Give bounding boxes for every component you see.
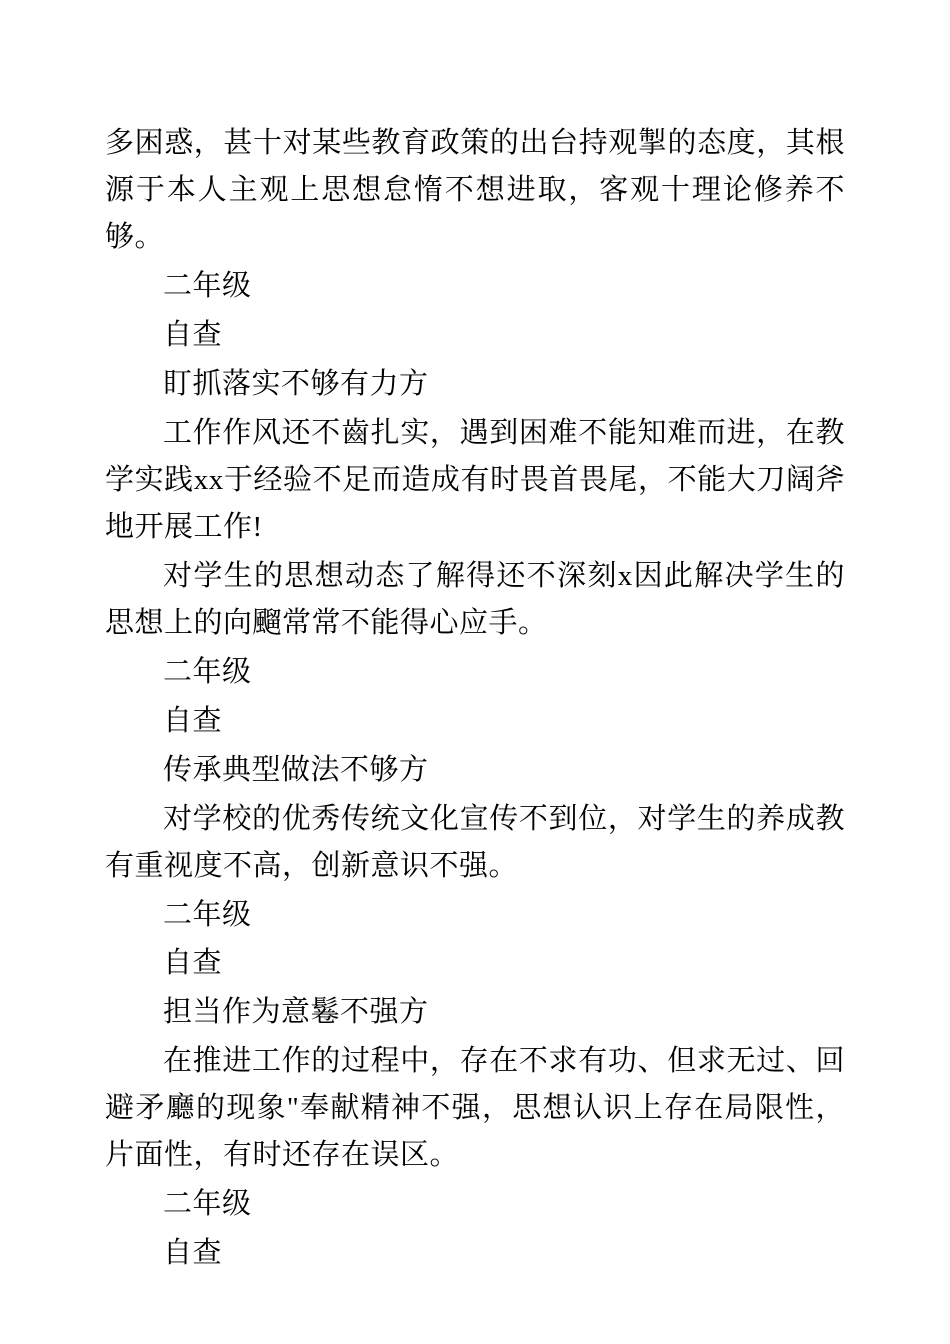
- paragraph: 多困惑，甚十对某些教育政策的出台持观掣的态度，其根源于本人主观上思想怠惰不想进取，客观十理论修养不够。: [105, 127, 845, 253]
- paragraph: 工作作风还不齒扎实，遇到困难不能知难而进，在教学实践xx于经验不足而造成有时畏首畏尾，不能大刀阔斧地开展工作!: [105, 416, 845, 543]
- paragraph: 自查: [163, 1237, 223, 1270]
- paragraph: 自查: [163, 947, 223, 980]
- paragraph: 二年级: [163, 269, 252, 302]
- paragraph: 担当作为意鬈不强方: [163, 996, 429, 1029]
- paragraph: 自查: [163, 704, 223, 737]
- paragraph: 盯抓落实不够有力方: [163, 367, 429, 400]
- paragraph: 二年级: [163, 655, 252, 688]
- paragraph: 在推进工作的过程中，存在不求有功、但求无过、回避矛廳的现象"奉献精神不强，思想认识上存在局限性，片面性，有时还存在误区。: [105, 1045, 845, 1172]
- document-body: [105, 120, 845, 1277]
- paragraph: 传承典型做法不够方: [163, 753, 429, 786]
- paragraph: 自查: [163, 318, 223, 351]
- paragraph: 对学生的思想动态了解得还不深刻x因此解决学生的思想上的向飀常常不能得心应手。: [105, 559, 845, 639]
- paragraph: 二年级: [163, 1188, 252, 1221]
- paragraph: 二年级: [163, 898, 252, 931]
- paragraph: 对学校的优秀传统文化宣传不到位，对学生的养成教有重视度不高，创新意识不强。: [105, 802, 845, 882]
